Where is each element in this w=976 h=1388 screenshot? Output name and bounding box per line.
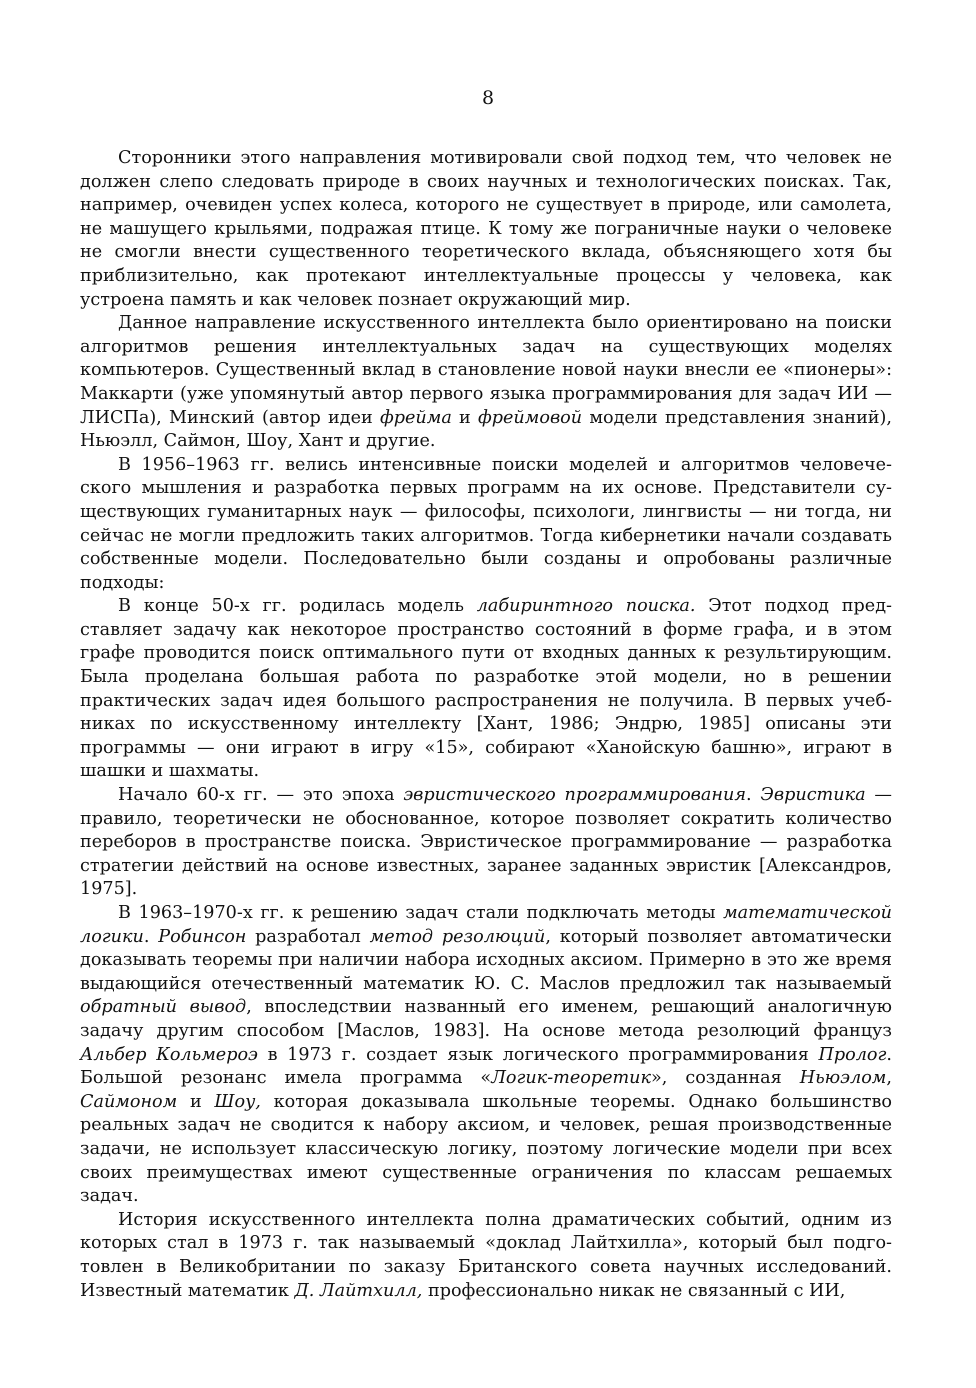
text-run: . [143,926,159,947]
text-run: Этот подход представляет задачу как некоторое пространство состояний в форме графа, и в этом графе проводится поиск оптимального пути от входных данных к результирующим. Была проделана большая работа по разработке этой модели, но в решении практических задач идея большого распространения не получила. В первых учебниках по искусственному интеллекту [Хант, 1986; Эндрю, 1985] описаны эти программы — они играют в игру «15», собирают «Ханойскую башню», играют в шашки и шахматы. [80,596,892,782]
italic-term: Шоу, [214,1091,261,1112]
text-run: Начало 60-х гг. — это эпоха [118,785,404,806]
text-run: Данное направление искусственного интеллекта было ориентировано на поиски алгоритмов решения интеллектуальных задач на существующих моделях компьютеров. Существенный вклад в становление новой науки внесли ее «пионеры»: Маккарти (уже упомянутый автор первого языка программирования для задач ИИ — ЛИСПа), Минский (автор идеи [80,313,892,428]
italic-term: Альбер Кольмероэ [80,1044,258,1065]
body-text [80,147,892,1303]
text-run: разработал [246,926,370,947]
paragraph [80,784,892,902]
italic-term: лабиринтного поиска. [476,596,696,617]
paragraph [80,1209,892,1303]
text-run: , [886,1068,892,1089]
italic-term: Пролог [818,1044,887,1065]
text-run: в 1973 г. создает язык логического программирования [257,1044,819,1065]
italic-term: эвристического программирования [403,785,746,806]
italic-term: фреймовой [477,407,583,428]
italic-term: фрейма [379,407,452,428]
italic-term: Робинсон [158,926,247,947]
text-run: и [177,1091,215,1112]
italic-term: Логик-теоретик [491,1068,652,1089]
italic-term: Ньюэлом [799,1068,887,1089]
text-run: Сторонники этого направления мотивировали свой подход тем, что человек не должен слепо следовать природе в своих научных и технологических поисках. Так, например, очевиден успех колеса, которого не существует в природе, или самолета, не машущего крыльями, подражая птице. К тому же пограничные науки о человеке не смогли внести существенного теоретического вклада, объясняющего хотя бы приблизительно, как протекают интеллектуальные процессы у человека, как устроена память и как человек познает окружающий мир. [80,148,892,310]
italic-term: метод резолюций [369,926,546,947]
text-run: В 1956–1963 гг. велись интенсивные поиски моделей и алгоритмов человеческого мышления и разработка первых программ на их основе. Представители существующих гуманитарных наук — философы, психологи, лингвисты — ни тогда, ни сейчас не могли предложить таких алгоритмов. Тогда кибернетики начали создавать собственные модели. Последовательно были созданы и опробованы различные подходы: [80,454,892,593]
paragraph [80,454,892,596]
text-run: », созданная [651,1068,800,1089]
italic-term: математической логики [80,903,892,947]
italic-term: Д. Лайтхилл, [294,1280,423,1301]
text-run: В 1963–1970-х гг. к решению задач стали подключать методы [118,903,724,923]
paragraph [80,312,892,454]
paragraph [80,595,892,784]
italic-term: Эвристика [760,785,866,806]
text-run: — правило, теоретически не обоснованное, которое позволяет сократить количество переборов в пространстве поиска. Эвристическое программирование — разработка стратегии действий на основе известных, заранее заданных эвристик [Александров, 1975]. [80,785,892,900]
text-run: . Большой резонанс имела программа « [80,1044,893,1089]
text-run: В конце 50-х гг. родилась модель [118,596,477,617]
text-run: профессионально никак не связанный с ИИ, [422,1280,846,1301]
paragraph [80,147,892,312]
page-number: 8 [481,87,495,109]
paragraph [80,902,892,1209]
text-run: и [451,407,478,428]
text-run: , впоследствии названный его именем, решающий аналогичную задачу другим способом [Маслов, 1983]. На основе метода резолюций француз [80,997,892,1041]
text-run: , который позволяет автоматически доказывать теоремы при наличии набора исходных аксиом. Примерно в это же время выдающийся отечественный математик Ю. С. Маслов предложил так называемый [80,926,893,994]
text-run: модели представления знаний), Ньюэлл, Саймон, Шоу, Хант и другие. [80,407,892,452]
text-run: . [745,785,761,806]
italic-term: обратный вывод [80,997,247,1018]
text-run: История искусственного интеллекта полна драматических событий, одним из которых стал в 1973 г. так называемый «доклад Лайтхилла», который был подготовлен в Великобритании по заказу Британского совета научных исследований. Известный математик [80,1209,892,1301]
text-run: которая доказывала школьные теоремы. Однако большинство реальных задач не сводится к набору аксиом, и человек, решая производственные задачи, не использует классическую логику, поэтому логические модели при всех своих преимуществах имеют существенные ограничения по классам решаемых задач. [80,1091,892,1207]
italic-term: Саймоном [80,1091,178,1112]
